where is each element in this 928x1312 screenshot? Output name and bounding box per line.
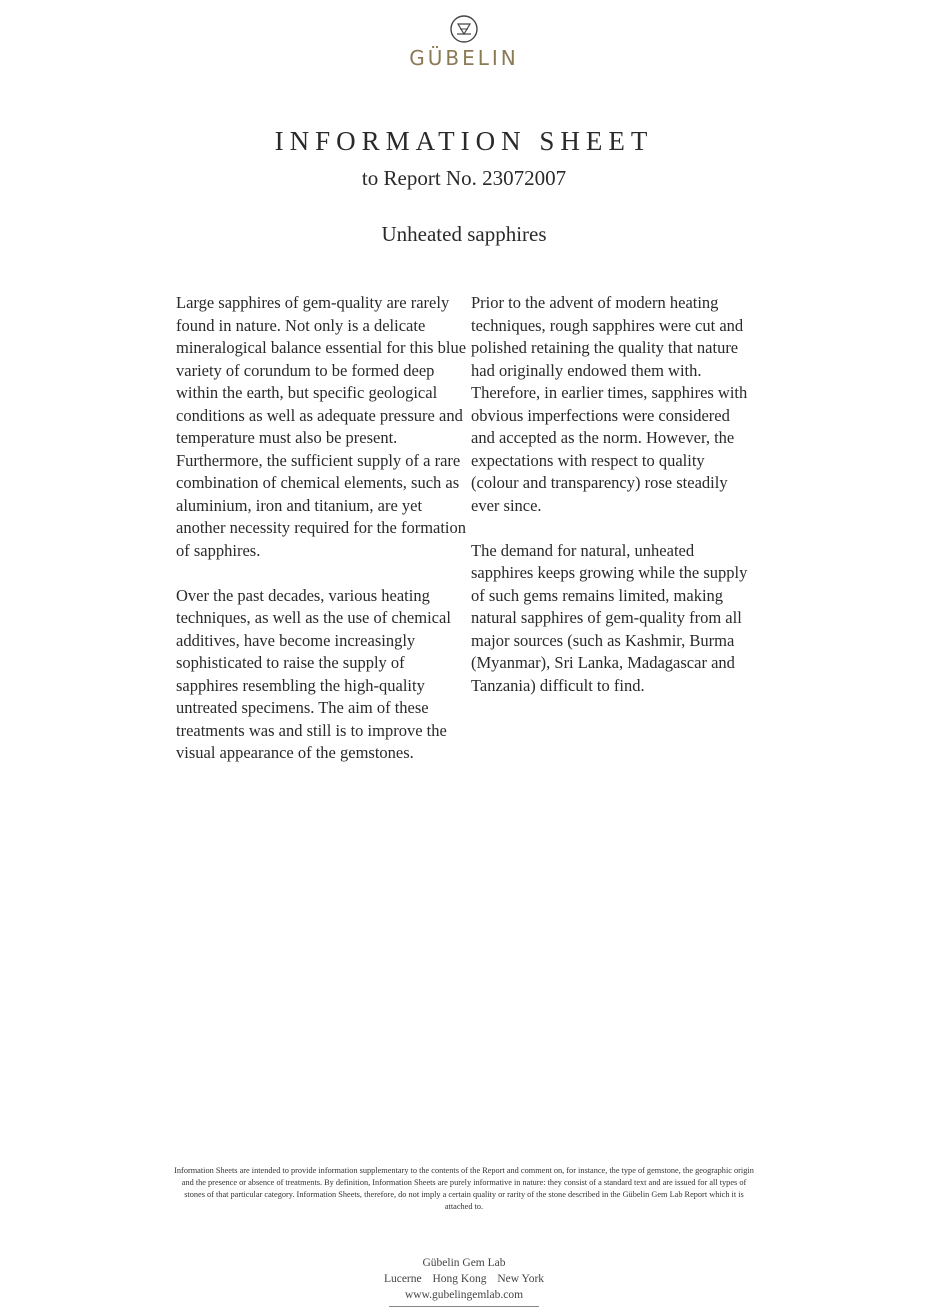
section-heading: Unheated sapphires bbox=[381, 222, 547, 246]
right-column bbox=[471, 292, 751, 720]
paragraph: The demand for natural, unheated sapphires keeps growing while the supply of such gems remains limited, making natural sapphires of gem-quality from all major sources (such as Kashmir, Burma (Myanmar), Sri Lanka, Madagascar and Tanzania) difficult to find. bbox=[471, 540, 748, 695]
paragraph: Over the past decades, various heating techniques, as well as the use of chemical additives, have become increasingly sophisticated to raise the supply of sapphires resembling the high-quality untreated specimens. The aim of these treatments was and still is to improve the visual appearance of the gemstones. bbox=[176, 585, 451, 762]
paragraph: Prior to the advent of modern heating techniques, rough sapphires were cut and polished retaining the quality that nature had originally endowed them with. Therefore, in earlier times, sapphires with obvious imperfections were considered and accepted as the norm. However, the expectations with respect to quality (colour and transparency) rose steadily ever since. bbox=[471, 293, 748, 515]
lab-name: Gübelin Gem Lab bbox=[422, 1257, 506, 1269]
disclaimer-footnote: Information Sheets are intended to provide information supplementary to the contents of the Report and comment on, for instance, the type of gemstone, the geographic origin and the presence or absence of treatments. By definition, Information Sheets are purely informative in nature: they consist of a standard text and are issued for all types of stones of that particular category. Information Sheets, therefore, do not imply a certain quality or rarity of the stone described in the Gübelin Gem Lab Report which it is attached to. bbox=[174, 1166, 754, 1211]
city: Lucerne bbox=[383, 1273, 422, 1285]
website-link[interactable]: www.gubelingemlab.com bbox=[404, 1289, 524, 1301]
lab-locations bbox=[0, 1271, 928, 1287]
gubelin-emblem-icon bbox=[449, 14, 479, 44]
left-column bbox=[176, 292, 466, 787]
header-logo bbox=[0, 14, 928, 70]
brand-wordmark: GÜBELIN bbox=[409, 46, 519, 70]
city: Hong Kong bbox=[432, 1273, 487, 1285]
city: New York bbox=[497, 1273, 545, 1285]
report-number: to Report No. 23072007 bbox=[361, 166, 567, 190]
lab-footer bbox=[0, 1255, 928, 1307]
paragraph: Large sapphires of gem-quality are rarely found in nature. Not only is a delicate mineralogical balance essential for this blue variety of corundum to be formed deep within the earth, but specific geological conditions as well as adequate pressure and temperature must also be present. Furthermore, the sufficient supply of a rare combination of chemical elements, such as aluminium, iron and titanium, are yet another necessity required for the formation of sapphires. bbox=[176, 293, 467, 560]
divider bbox=[389, 1306, 539, 1307]
page-title: INFORMATION SHEET bbox=[274, 126, 654, 156]
